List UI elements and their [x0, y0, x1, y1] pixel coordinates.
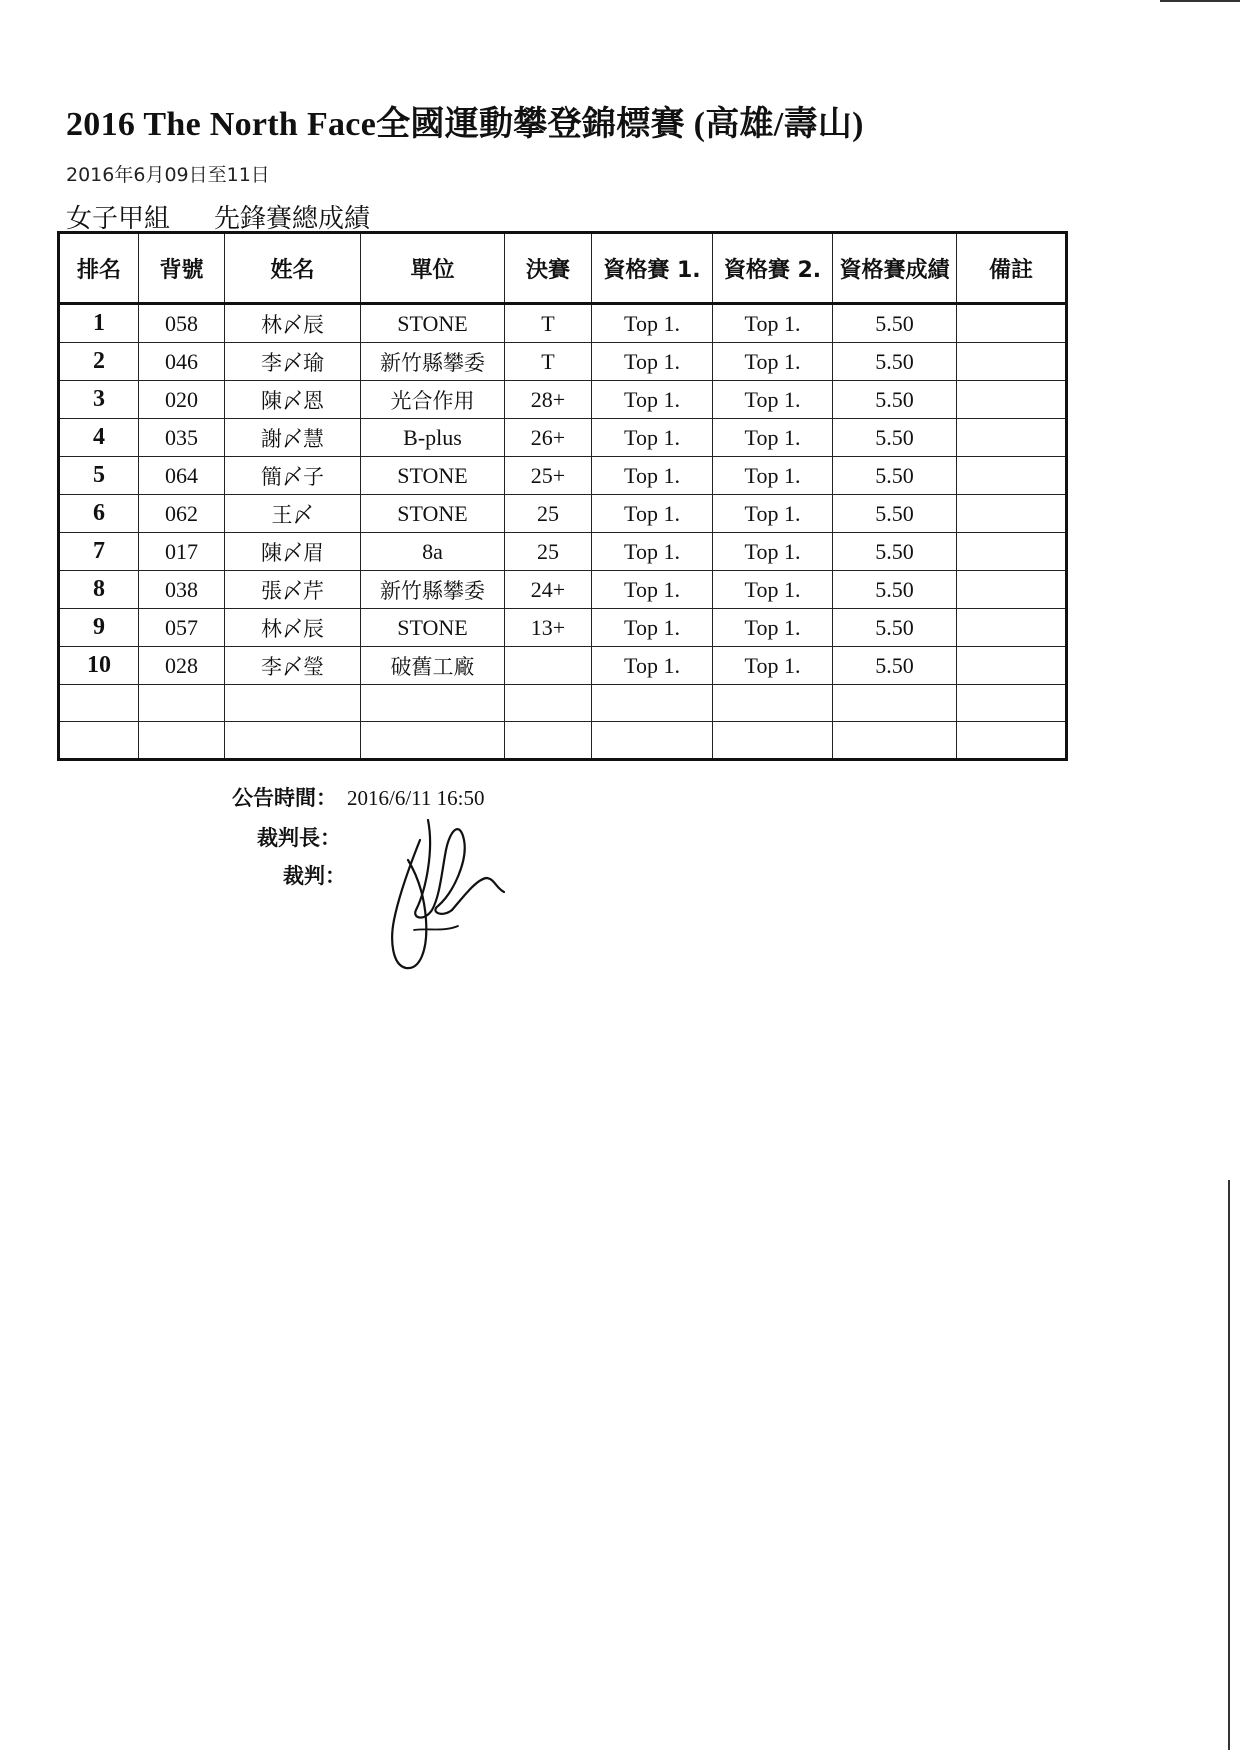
qual-score-cell: 5.50 — [833, 647, 957, 685]
rank-cell: 4 — [59, 419, 139, 457]
empty-cell — [592, 722, 713, 760]
empty-cell — [361, 722, 505, 760]
qual1-cell: Top 1. — [592, 419, 713, 457]
final-cell: 24+ — [505, 571, 592, 609]
qual-score-cell: 5.50 — [833, 495, 957, 533]
col-header-bib: 背號 — [139, 233, 225, 304]
table-row — [59, 457, 1067, 495]
final-cell: 26+ — [505, 419, 592, 457]
empty-cell — [833, 685, 957, 722]
col-header-note: 備註 — [957, 233, 1067, 304]
qual-score-cell: 5.50 — [833, 343, 957, 381]
event-label: 先鋒賽總成績 — [214, 204, 371, 234]
table-row — [59, 495, 1067, 533]
final-cell: T — [505, 343, 592, 381]
note-cell — [957, 381, 1067, 419]
name-cell: 陳〆恩 — [225, 381, 361, 419]
qual2-cell: Top 1. — [713, 381, 833, 419]
table-row — [59, 533, 1067, 571]
group-label: 女子甲組 — [66, 204, 171, 234]
col-header-unit: 單位 — [361, 233, 505, 304]
qual-score-cell: 5.50 — [833, 571, 957, 609]
name-cell: 林〆辰 — [225, 609, 361, 647]
qual2-cell: Top 1. — [713, 495, 833, 533]
empty-cell — [59, 722, 139, 760]
rank-cell: 2 — [59, 343, 139, 381]
empty-cell — [592, 685, 713, 722]
qual1-cell: Top 1. — [592, 381, 713, 419]
note-cell — [957, 647, 1067, 685]
final-cell — [505, 647, 592, 685]
unit-cell: 破舊工廠 — [361, 647, 505, 685]
name-cell: 王〆 — [225, 495, 361, 533]
rank-cell: 1 — [59, 304, 139, 343]
unit-cell: 光合作用 — [361, 381, 505, 419]
name-cell: 李〆瑩 — [225, 647, 361, 685]
name-cell: 張〆芹 — [225, 571, 361, 609]
col-header-qual2: 資格賽 2. — [713, 233, 833, 304]
bib-cell: 035 — [139, 419, 225, 457]
empty-cell — [713, 722, 833, 760]
unit-cell: STONE — [361, 495, 505, 533]
unit-cell: B-plus — [361, 419, 505, 457]
table-row — [59, 304, 1067, 343]
handwritten-signature — [368, 800, 518, 980]
note-cell — [957, 419, 1067, 457]
scan-edge-mark — [1160, 0, 1240, 2]
rank-cell: 10 — [59, 647, 139, 685]
qual1-cell: Top 1. — [592, 609, 713, 647]
qual1-cell: Top 1. — [592, 571, 713, 609]
qual2-cell: Top 1. — [713, 343, 833, 381]
col-header-final: 決賽 — [505, 233, 592, 304]
qual-score-cell: 5.50 — [833, 304, 957, 343]
final-cell: T — [505, 304, 592, 343]
col-header-qual1: 資格賽 1. — [592, 233, 713, 304]
qual-score-cell: 5.50 — [833, 419, 957, 457]
empty-cell — [713, 685, 833, 722]
empty-cell — [505, 685, 592, 722]
bib-cell: 064 — [139, 457, 225, 495]
note-cell — [957, 304, 1067, 343]
bib-cell: 046 — [139, 343, 225, 381]
empty-cell — [833, 722, 957, 760]
name-cell: 林〆辰 — [225, 304, 361, 343]
unit-cell: 新竹縣攀委 — [361, 343, 505, 381]
qual1-cell: Top 1. — [592, 533, 713, 571]
qual1-cell: Top 1. — [592, 457, 713, 495]
col-header-qual-score: 資格賽成績 — [833, 233, 957, 304]
table-row — [59, 571, 1067, 609]
rank-cell: 5 — [59, 457, 139, 495]
rank-cell: 9 — [59, 609, 139, 647]
unit-cell: 新竹縣攀委 — [361, 571, 505, 609]
scan-edge-mark — [1228, 1180, 1230, 1750]
final-cell: 25 — [505, 495, 592, 533]
note-cell — [957, 533, 1067, 571]
bib-cell: 038 — [139, 571, 225, 609]
name-cell: 陳〆眉 — [225, 533, 361, 571]
rank-cell: 8 — [59, 571, 139, 609]
final-cell: 28+ — [505, 381, 592, 419]
qual-score-cell: 5.50 — [833, 457, 957, 495]
qual1-cell: Top 1. — [592, 647, 713, 685]
note-cell — [957, 343, 1067, 381]
unit-cell: STONE — [361, 304, 505, 343]
final-cell: 25+ — [505, 457, 592, 495]
empty-cell — [225, 685, 361, 722]
bib-cell: 062 — [139, 495, 225, 533]
judge-label: 裁判： — [283, 864, 346, 888]
note-cell — [957, 495, 1067, 533]
table-row — [59, 609, 1067, 647]
qual1-cell: Top 1. — [592, 495, 713, 533]
final-cell: 13+ — [505, 609, 592, 647]
qual2-cell: Top 1. — [713, 457, 833, 495]
unit-cell: STONE — [361, 609, 505, 647]
qual2-cell: Top 1. — [713, 571, 833, 609]
qual2-cell: Top 1. — [713, 304, 833, 343]
rank-cell: 7 — [59, 533, 139, 571]
empty-cell — [59, 685, 139, 722]
col-header-rank: 排名 — [59, 233, 139, 304]
empty-cell — [225, 722, 361, 760]
document-title: 2016 The North Face全國運動攀登錦標賽 (高雄/壽山) — [66, 106, 864, 143]
empty-cell — [505, 722, 592, 760]
empty-cell — [957, 722, 1067, 760]
qual2-cell: Top 1. — [713, 609, 833, 647]
bib-cell: 058 — [139, 304, 225, 343]
empty-row — [59, 722, 1067, 760]
note-cell — [957, 609, 1067, 647]
qual-score-cell: 5.50 — [833, 609, 957, 647]
empty-cell — [957, 685, 1067, 722]
unit-cell: 8a — [361, 533, 505, 571]
empty-cell — [139, 722, 225, 760]
empty-row — [59, 685, 1067, 722]
col-header-name: 姓名 — [225, 233, 361, 304]
announcement-value: 2016/6/11 16:50 — [347, 786, 485, 810]
table-row — [59, 419, 1067, 457]
qual-score-cell: 5.50 — [833, 533, 957, 571]
name-cell: 謝〆慧 — [225, 419, 361, 457]
rank-cell: 3 — [59, 381, 139, 419]
empty-cell — [139, 685, 225, 722]
table-row — [59, 381, 1067, 419]
results-table — [57, 231, 1068, 761]
bib-cell: 057 — [139, 609, 225, 647]
qual2-cell: Top 1. — [713, 419, 833, 457]
qual1-cell: Top 1. — [592, 304, 713, 343]
name-cell: 李〆瑜 — [225, 343, 361, 381]
qual1-cell: Top 1. — [592, 343, 713, 381]
note-cell — [957, 457, 1067, 495]
date-range: 2016年6月09日至11日 — [66, 164, 270, 186]
qual-score-cell: 5.50 — [833, 381, 957, 419]
qual2-cell: Top 1. — [713, 533, 833, 571]
bib-cell: 017 — [139, 533, 225, 571]
rank-cell: 6 — [59, 495, 139, 533]
table-row — [59, 647, 1067, 685]
unit-cell: STONE — [361, 457, 505, 495]
empty-cell — [361, 685, 505, 722]
note-cell — [957, 571, 1067, 609]
qual2-cell: Top 1. — [713, 647, 833, 685]
name-cell: 簡〆子 — [225, 457, 361, 495]
bib-cell: 028 — [139, 647, 225, 685]
final-cell: 25 — [505, 533, 592, 571]
chief-judge-label: 裁判長： — [257, 826, 341, 850]
event-heading — [66, 198, 370, 235]
bib-cell: 020 — [139, 381, 225, 419]
header-row — [59, 233, 1067, 304]
table-row — [59, 343, 1067, 381]
announcement-label: 公告時間： — [232, 786, 337, 810]
